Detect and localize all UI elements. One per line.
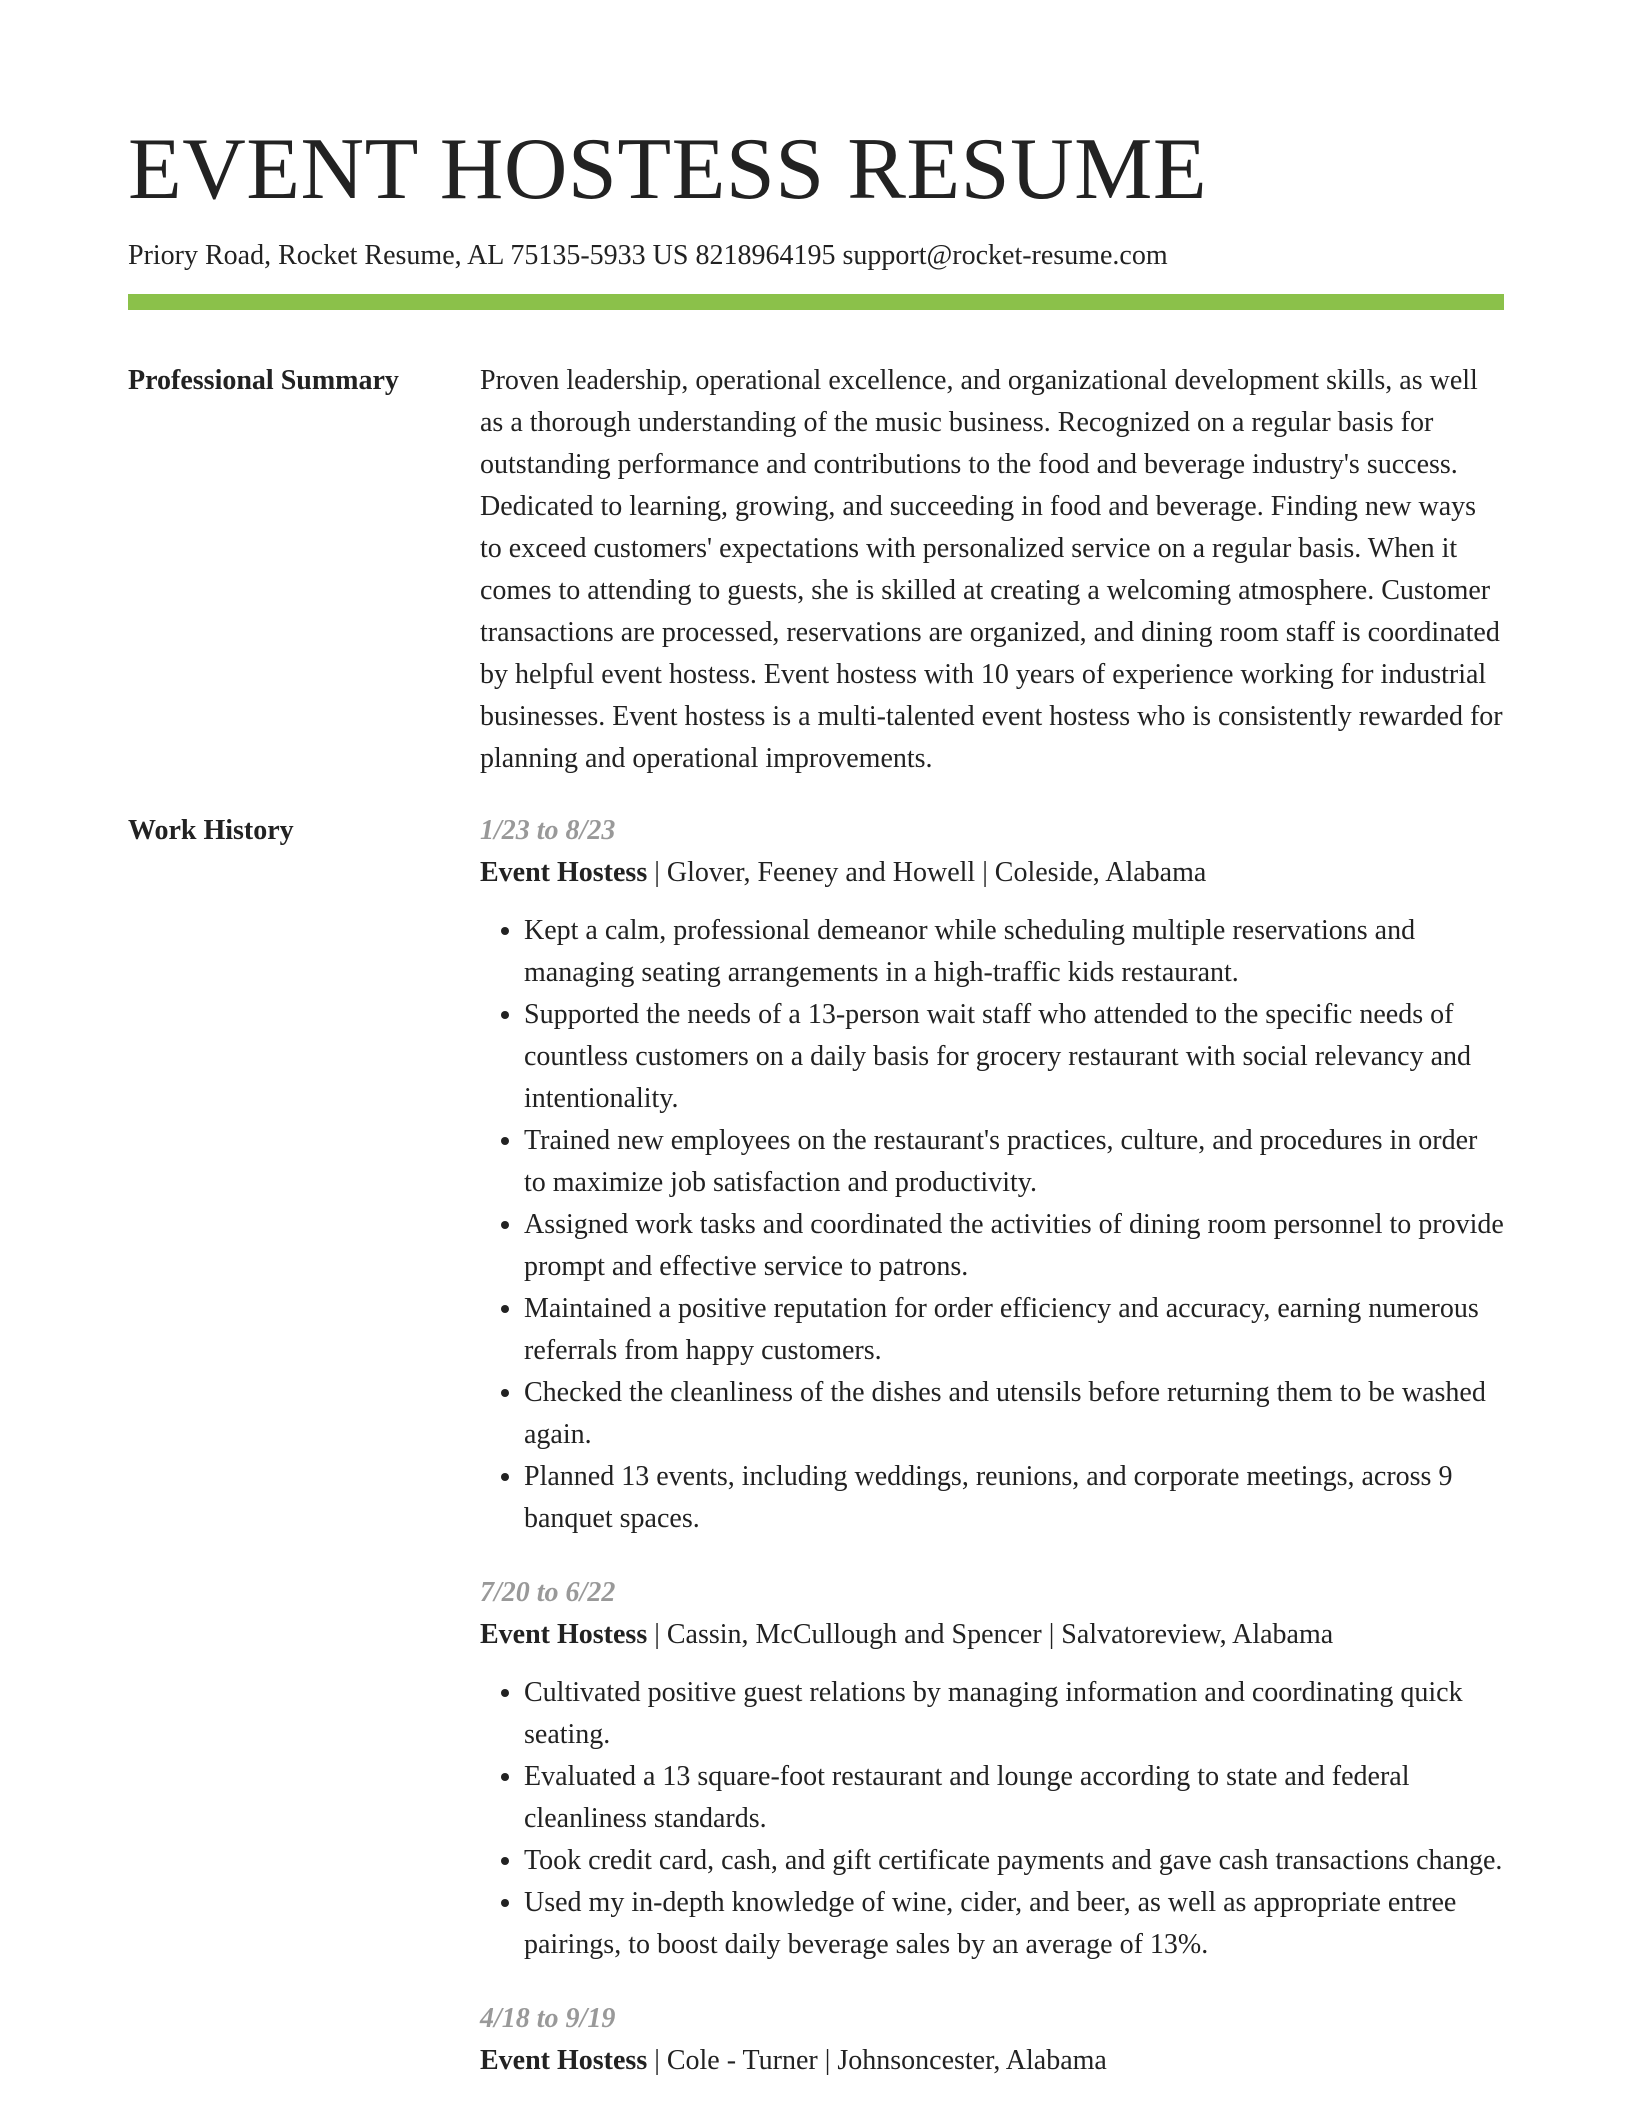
job-bullet: • Assigned work tasks and coordinated the activities of dining room personnel to provide prompt and effective service to patrons. bbox=[524, 1204, 1504, 1288]
job-bullet: • Maintained a positive reputation for order efficiency and accuracy, earning numerous referrals from happy customers. bbox=[524, 1288, 1504, 1372]
job-bullets bbox=[480, 910, 1504, 1540]
job-bullet: • Trained new employees on the restaurant's practices, culture, and procedures in order to maximize job satisfaction and productivity. bbox=[524, 1120, 1504, 1204]
job-dates: 1/23 to 8/23 bbox=[480, 815, 616, 846]
contact-phone: 8218964195 bbox=[695, 240, 836, 271]
job-heading: Event Hostess | Cole - Turner | Johnsoncester, Alabama bbox=[480, 2045, 1107, 2076]
job-dates: 4/18 to 9/19 bbox=[480, 2003, 616, 2034]
job-company: Glover, Feeney and Howell bbox=[666, 857, 976, 888]
job-heading: Event Hostess | Glover, Feeney and Howell | Coleside, Alabama bbox=[480, 857, 1207, 888]
job-title: Event Hostess bbox=[480, 1619, 648, 1650]
job-bullet: • Cultivated positive guest relations by managing information and coordinating quick seating. bbox=[524, 1672, 1504, 1756]
professional-summary-section bbox=[128, 360, 1504, 780]
job-bullet: • Took credit card, cash, and gift certificate payments and gave cash transactions change. bbox=[524, 1840, 1504, 1882]
job-bullet: • Checked the cleanliness of the dishes and utensils before returning them to be washed again. bbox=[524, 1372, 1504, 1456]
job-bullets bbox=[480, 1672, 1504, 1966]
contact-line bbox=[128, 238, 1504, 274]
section-label-work-history: Work History bbox=[128, 815, 294, 846]
job-location: Coleside, Alabama bbox=[994, 857, 1207, 888]
job-bullet: • Planned 13 events, including weddings, reunions, and corporate meetings, across 9 banquet spaces. bbox=[524, 1456, 1504, 1540]
job-company: Cassin, McCullough and Spencer bbox=[666, 1619, 1042, 1650]
contact-address: Priory Road, Rocket Resume, AL 75135-5933 US bbox=[128, 240, 689, 271]
job-location: Johnsoncester, Alabama bbox=[837, 2045, 1107, 2076]
job-heading: Event Hostess | Cassin, McCullough and Spencer | Salvatoreview, Alabama bbox=[480, 1619, 1334, 1650]
section-label-summary: Professional Summary bbox=[128, 365, 399, 396]
contact-email: support@rocket-resume.com bbox=[842, 240, 1168, 271]
job-bullet: • Evaluated a 13 square-foot restaurant and lounge according to state and federal cleanliness standards. bbox=[524, 1756, 1504, 1840]
job-entry bbox=[480, 1572, 1504, 1966]
job-title: Event Hostess bbox=[480, 857, 648, 888]
work-history-list bbox=[480, 810, 1504, 2082]
job-location: Salvatoreview, Alabama bbox=[1061, 1619, 1334, 1650]
job-dates: 7/20 to 6/22 bbox=[480, 1577, 616, 1608]
job-company: Cole - Turner bbox=[666, 2045, 818, 2076]
job-entry bbox=[480, 810, 1504, 1540]
job-bullet: • Supported the needs of a 13-person wait staff who attended to the specific needs of countless customers on a daily basis for grocery restaurant with social relevancy and intentionality. bbox=[524, 994, 1504, 1120]
header-divider bbox=[128, 294, 1504, 310]
summary-text: Proven leadership, operational excellence, and organizational development skills, as well as a thorough understanding of the music business. Recognized on a regular basis for outstanding performance and contributions to the food and beverage industry's success. Dedicated to learning, growing, and succeeding in food and beverage. Finding new ways to exceed customers' expectations with personalized service on a regular basis. When it comes to attending to guests, she is skilled at creating a welcoming atmosphere. Customer transactions are processed, reservations are organized, and dining room staff is coordinated by helpful event hostess. Event hostess with 10 years of experience working for industrial businesses. Event hostess is a multi-talented event hostess who is consistently rewarded for planning and operational improvements. bbox=[480, 365, 1503, 774]
job-bullet: • Kept a calm, professional demeanor while scheduling multiple reservations and managing seating arrangements in a high-traffic kids restaurant. bbox=[524, 910, 1504, 994]
job-title: Event Hostess bbox=[480, 2045, 648, 2076]
job-entry bbox=[480, 1998, 1504, 2082]
resume-title: EVENT HOSTESS RESUME bbox=[128, 121, 1208, 218]
job-bullet: • Used my in-depth knowledge of wine, cider, and beer, as well as appropriate entree pairings, to boost daily beverage sales by an average of 13%. bbox=[524, 1882, 1504, 1966]
work-history-section bbox=[128, 810, 1504, 2082]
